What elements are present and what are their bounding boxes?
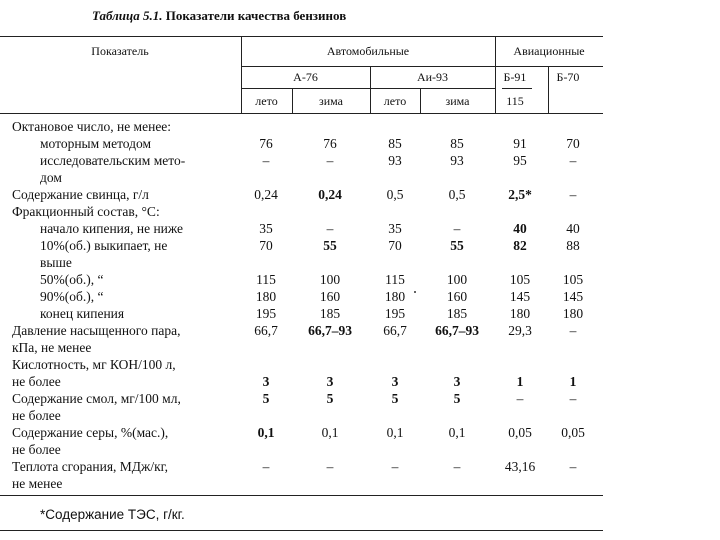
row-label: не менее bbox=[12, 476, 63, 491]
brand-rule bbox=[241, 88, 495, 89]
table-row bbox=[0, 152, 720, 169]
row-value: – bbox=[262, 153, 270, 168]
table-row bbox=[0, 373, 720, 390]
row-value: 160 bbox=[446, 289, 468, 304]
table-row bbox=[0, 475, 720, 492]
row-label: не более bbox=[12, 442, 61, 457]
row-value: 105 bbox=[509, 272, 531, 287]
row-value: 95 bbox=[513, 153, 527, 168]
row-label: Теплота сгорания, МДж/кг, bbox=[12, 459, 169, 474]
table-row bbox=[0, 254, 720, 271]
row-value: – bbox=[516, 391, 524, 406]
row-value: 5 bbox=[391, 391, 399, 406]
row-value: 70 bbox=[388, 238, 402, 253]
row-value: 100 bbox=[446, 272, 468, 287]
row-value: 5 bbox=[326, 391, 334, 406]
row-value: 2,5* bbox=[508, 187, 532, 202]
row-value: 0,24 bbox=[318, 187, 342, 202]
row-value: 35 bbox=[388, 221, 402, 236]
table-row bbox=[0, 390, 720, 407]
row-value: 0,1 bbox=[448, 425, 466, 440]
row-value: 0,1 bbox=[257, 425, 275, 440]
row-value: – bbox=[569, 391, 577, 406]
table-row bbox=[0, 424, 720, 441]
row-value: – bbox=[391, 459, 399, 474]
table-row bbox=[0, 441, 720, 458]
row-label: не более bbox=[12, 408, 61, 423]
row-value: 145 bbox=[562, 289, 584, 304]
table-row bbox=[0, 322, 720, 339]
header-season-2: зима bbox=[319, 94, 343, 108]
row-value: 0,1 bbox=[386, 425, 404, 440]
header-group-auto: Автомобильные bbox=[326, 44, 410, 58]
header-brand-a76: А-76 bbox=[293, 70, 318, 84]
table-bottom-rule bbox=[0, 495, 603, 496]
row-value: 88 bbox=[566, 238, 580, 253]
row-value: 5 bbox=[262, 391, 270, 406]
table-row bbox=[0, 135, 720, 152]
row-value: 85 bbox=[450, 136, 464, 151]
row-value: 145 bbox=[509, 289, 531, 304]
row-value: 40 bbox=[566, 221, 580, 236]
row-value: 0,24 bbox=[254, 187, 278, 202]
footnote-rule bbox=[0, 530, 603, 531]
table-row bbox=[0, 458, 720, 475]
table-row bbox=[0, 356, 720, 373]
table-row bbox=[0, 237, 720, 254]
row-value: 35 bbox=[259, 221, 273, 236]
row-value: 0,5 bbox=[386, 187, 404, 202]
row-label: Содержание смол, мг/100 мл, bbox=[12, 391, 181, 406]
row-label: выше bbox=[40, 255, 72, 270]
header-bottom-rule bbox=[0, 113, 603, 114]
table-row bbox=[0, 220, 720, 237]
row-value: – bbox=[453, 221, 461, 236]
table-row bbox=[0, 288, 720, 305]
table-row bbox=[0, 186, 720, 203]
row-value: – bbox=[569, 323, 577, 338]
row-value: 115 bbox=[256, 272, 276, 287]
table-row bbox=[0, 305, 720, 322]
row-value: 3 bbox=[391, 374, 399, 389]
b91-underline bbox=[502, 88, 532, 89]
row-value: 195 bbox=[255, 306, 277, 321]
row-value: 180 bbox=[562, 306, 584, 321]
header-group-avia: Авиационные bbox=[513, 44, 585, 58]
row-value: 0,05 bbox=[508, 425, 532, 440]
row-label: Фракционный состав, °С: bbox=[12, 204, 160, 219]
header-season-3: лето bbox=[383, 94, 407, 108]
row-label: Кислотность, мг КОН/100 л, bbox=[12, 357, 176, 372]
table-row bbox=[0, 118, 720, 135]
table-row bbox=[0, 339, 720, 356]
header-indicator: Показатель bbox=[91, 44, 149, 58]
row-label: Содержание свинца, г/л bbox=[12, 187, 149, 202]
row-value: 180 bbox=[255, 289, 277, 304]
row-label: 50%(об.), “ bbox=[40, 272, 104, 287]
row-value: 66,7 bbox=[254, 323, 278, 338]
row-label: Октановое число, не менее: bbox=[12, 119, 172, 134]
row-value: 105 bbox=[562, 272, 584, 287]
header-season-1: лето bbox=[255, 94, 278, 108]
row-label: 90%(об.), “ bbox=[40, 289, 104, 304]
row-value: – bbox=[326, 459, 334, 474]
row-label: начало кипения, не ниже bbox=[40, 221, 184, 236]
row-label: конец кипения bbox=[40, 306, 125, 321]
row-label: моторным методом bbox=[40, 136, 152, 151]
row-value: 43,16 bbox=[504, 459, 536, 474]
row-value: – bbox=[569, 153, 577, 168]
row-value: 0,1 bbox=[321, 425, 339, 440]
row-value: 70 bbox=[259, 238, 273, 253]
row-value: 180 bbox=[509, 306, 531, 321]
row-value: 3 bbox=[453, 374, 461, 389]
row-label: Давление насыщенного пара, bbox=[12, 323, 181, 338]
row-label: дом bbox=[40, 170, 62, 185]
row-value: 0,05 bbox=[561, 425, 585, 440]
row-label: Содержание серы, %(мас.), bbox=[12, 425, 169, 440]
row-value: 70 bbox=[566, 136, 580, 151]
row-value: 55 bbox=[323, 238, 337, 253]
row-value: 55 bbox=[450, 238, 464, 253]
row-value: – bbox=[569, 187, 577, 202]
row-value: 85 bbox=[388, 136, 402, 151]
table-title: Показатели качества бензинов bbox=[165, 8, 347, 23]
row-value: 115 bbox=[385, 272, 405, 287]
row-value: 91 bbox=[513, 136, 527, 151]
table-row bbox=[0, 271, 720, 288]
row-value: 82 bbox=[513, 238, 527, 253]
header-b91-sub: 115 bbox=[506, 94, 524, 108]
row-value: 0,5 bbox=[448, 187, 466, 202]
table-number: Таблица 5.1. bbox=[92, 8, 163, 23]
row-value: 185 bbox=[319, 306, 341, 321]
table-caption bbox=[92, 8, 346, 24]
row-label: кПа, не менее bbox=[12, 340, 92, 355]
row-value: – bbox=[453, 459, 461, 474]
row-value: – bbox=[326, 221, 334, 236]
row-value: 100 bbox=[319, 272, 341, 287]
header-top-rule bbox=[0, 36, 603, 37]
row-label: не более bbox=[12, 374, 61, 389]
row-value: – bbox=[262, 459, 270, 474]
row-label: 10%(об.) выкипает, не bbox=[40, 238, 168, 253]
row-value: 3 bbox=[326, 374, 334, 389]
footnote: *Содержание ТЭС, г/кг. bbox=[40, 507, 185, 522]
table-row bbox=[0, 407, 720, 424]
header-brand-b70: Б-70 bbox=[556, 70, 580, 84]
row-value: 3 bbox=[262, 374, 270, 389]
stray-dot bbox=[414, 291, 416, 293]
table-row bbox=[0, 169, 720, 186]
row-value: 195 bbox=[384, 306, 406, 321]
row-value: 5 bbox=[453, 391, 461, 406]
row-value: 66,7 bbox=[383, 323, 407, 338]
row-value: 185 bbox=[446, 306, 468, 321]
row-value: 160 bbox=[319, 289, 341, 304]
row-value: 76 bbox=[259, 136, 273, 151]
row-value: 1 bbox=[516, 374, 524, 389]
row-label: исследовательским мето- bbox=[40, 153, 186, 168]
table-row bbox=[0, 203, 720, 220]
row-value: 1 bbox=[569, 374, 577, 389]
header-season-4: зима bbox=[445, 94, 470, 108]
header-brand-ai93: Аи-93 bbox=[416, 70, 449, 84]
row-value: – bbox=[326, 153, 334, 168]
row-value: 66,7–93 bbox=[435, 323, 479, 338]
row-value: 180 bbox=[384, 289, 406, 304]
row-value: 93 bbox=[388, 153, 402, 168]
row-value: 66,7–93 bbox=[308, 323, 352, 338]
row-value: – bbox=[569, 459, 577, 474]
row-value: 40 bbox=[513, 221, 527, 236]
row-value: 76 bbox=[323, 136, 337, 151]
row-value: 29,3 bbox=[508, 323, 532, 338]
header-brand-b91: Б-91 bbox=[503, 70, 527, 84]
row-value: 93 bbox=[450, 153, 464, 168]
